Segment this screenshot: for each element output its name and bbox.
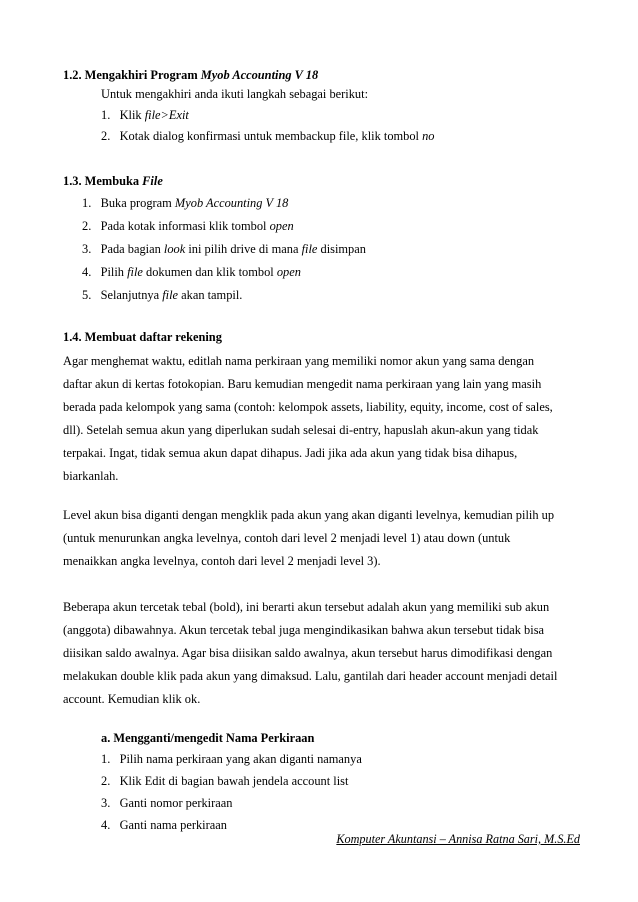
subsection-a-title: a. Mengganti/mengedit Nama Perkiraan: [101, 731, 315, 745]
list-item: 1. Pilih nama perkiraan yang akan diganti namanya: [101, 752, 362, 766]
list-item: 4. Ganti nama perkiraan: [101, 818, 227, 832]
paragraph-line: berada pada kelompok yang sama (contoh: kelompok assets, liability, equity, income, cost of sales,: [63, 400, 553, 414]
list-item: 1. Buka program Myob Accounting V 18: [82, 196, 289, 210]
paragraph-line: Beberapa akun tercetak tebal (bold), ini berarti akun tersebut adalah akun yang memiliki sub akun: [63, 600, 550, 614]
paragraph-line: Agar menghemat waktu, editlah nama perkiraan yang memiliki nomor akun yang sama dengan: [63, 354, 535, 368]
paragraph-line: (anggota) dibawahnya. Akun tercetak tebal juga mengindikasikan bahwa akun tersebut tidak bisa: [63, 623, 545, 637]
paragraph-line: daftar akun di kertas fotokopian. Baru kemudian mengedit nama perkiraan yang lain yang masih: [63, 377, 542, 391]
list-item: 4. Pilih file dokumen dan klik tombol open: [82, 265, 301, 279]
list-item: 2. Pada kotak informasi klik tombol open: [82, 219, 294, 233]
paragraph-line: terpakai. Ingat, tidak semua akun dapat dihapus. Jadi jika ada akun yang tidak bisa dihapus,: [63, 446, 518, 460]
list-item: 2. Kotak dialog konfirmasi untuk membackup file, klik tombol no: [101, 129, 435, 143]
page-footer: Komputer Akuntansi – Annisa Ratna Sari, M.S.Ed: [336, 832, 580, 846]
list-item: 1. Klik file>Exit: [101, 108, 189, 122]
list-item: 3. Ganti nomor perkiraan: [101, 796, 233, 810]
paragraph-line: account. Kemudian klik ok.: [63, 692, 201, 706]
paragraph-line: biarkanlah.: [63, 469, 119, 483]
section-1-4-title: 1.4. Membuat daftar rekening: [63, 330, 222, 344]
section-1-2-intro: Untuk mengakhiri anda ikuti langkah sebagai berikut:: [101, 87, 369, 101]
list-item: 2. Klik Edit di bagian bawah jendela account list: [101, 774, 349, 788]
paragraph-line: Level akun bisa diganti dengan mengklik pada akun yang akan diganti levelnya, kemudian pilih up: [63, 508, 555, 522]
paragraph-line: melakukan double klik pada akun yang dimaksud. Lalu, gantilah dari header account menjadi detail: [63, 669, 558, 683]
paragraph-line: dll). Setelah semua akun yang diperlukan sudah selesai di-entry, hapuslah akun-akun yang tidak: [63, 423, 539, 437]
section-1-2-title: 1.2. Mengakhiri Program Myob Accounting V 18: [63, 68, 319, 82]
paragraph-line: diisikan saldo awalnya. Agar bisa diisikan saldo awalnya, akun tersebut harus dimodifikasi dengan: [63, 646, 553, 660]
list-item: 5. Selanjutnya file akan tampil.: [82, 288, 243, 302]
list-item: 3. Pada bagian look ini pilih drive di mana file disimpan: [82, 242, 366, 256]
paragraph-line: (untuk menurunkan angka levelnya, contoh dari level 2 menjadi level 1) atau down (untuk: [63, 531, 511, 545]
paragraph-line: menaikkan angka levelnya, contoh dari level 2 menjadi level 3).: [63, 554, 381, 568]
section-1-3-title: 1.3. Membuka File: [63, 174, 163, 188]
